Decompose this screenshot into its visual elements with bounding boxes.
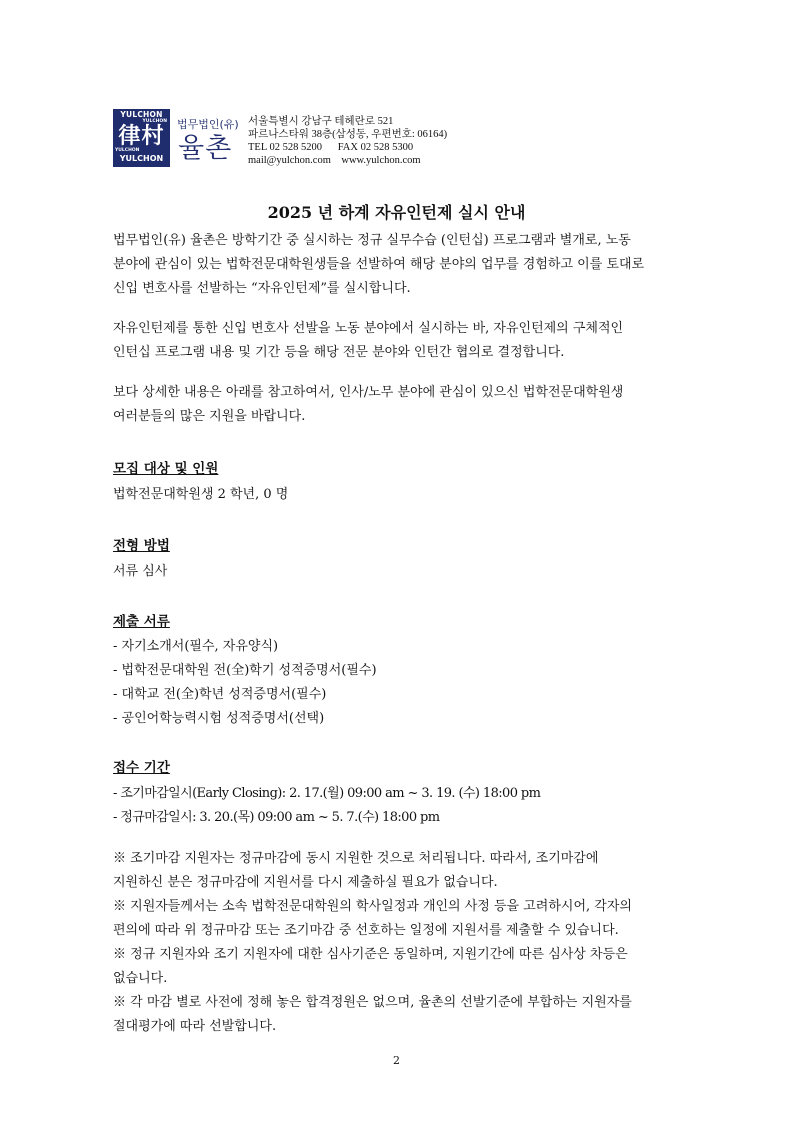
documents-item: - 자기소개서(필수, 자유양식) <box>113 639 279 654</box>
document-title: 2025 년 하계 자유인턴제 실시 안내 <box>267 203 526 222</box>
logo-small-bottom-text: YULCHON <box>115 148 140 153</box>
logo-bottom-text: YULCHON <box>119 154 164 163</box>
recruit-heading: 모집 대상 및 인원 <box>113 461 219 477</box>
address-line2: 파르나스타워 38층(삼성동, 우편번호: 06164) <box>248 129 448 140</box>
page-number: 2 <box>393 1054 400 1067</box>
note-line: ※ 각 마감 별로 사전에 정해 놓은 합격정원은 없으며, 율촌의 선발기준에 부합하는 지원자를 <box>113 995 632 1010</box>
logo-small-top-text: YULCHON <box>142 119 167 124</box>
note-line: 편의에 따라 위 정규마감 또는 조기마감 중 선호하는 일정에 지원서를 제출할 수 있습니다. <box>113 923 619 938</box>
method-body: 서류 심사 <box>113 564 168 579</box>
documents-heading: 제출 서류 <box>113 614 170 630</box>
documents-item: - 법학전문대학원 전(全)학기 성적증명서(필수) <box>113 663 377 678</box>
period-item: - 정규마감일시: 3. 20.(목) 09:00 am ~ 5. 7.(수) 18:00 pm <box>113 810 440 825</box>
note-line: ※ 조기마감 지원자는 정규마감에 동시 지원한 것으로 처리됩니다. 따라서, 조기마감에 <box>113 851 599 866</box>
logo-hanja: 律村 <box>118 123 165 149</box>
intro-p1-line1: 법무법인(유) 율촌은 방학기간 중 실시하는 정규 실무수습 (인턴십) 프로그램과 별개로, 노동 <box>113 233 631 248</box>
address-line1: 서울특별시 강남구 테헤란로 521 <box>248 116 394 127</box>
period-item: - 조기마감일시(Early Closing): 2. 17.(월) 09:00 am ~ 3. 19. (수) 18:00 pm <box>113 786 541 801</box>
intro-p3-line2: 여러분들의 많은 지원을 바랍니다. <box>113 409 306 424</box>
note-line: 지원하신 분은 정규마감에 지원서를 다시 제출하실 필요가 없습니다. <box>113 875 498 890</box>
note-line: ※ 지원자들께서는 소속 법학전문대학원의 학사일정과 개인의 사정 등을 고려하시어, 각자의 <box>113 899 632 914</box>
intro-p1-line2: 분야에 관심이 있는 법학전문대학원생들을 선발하여 해당 분야의 업무를 경험하고 이를 토대로 <box>113 257 645 272</box>
note-line: ※ 정규 지원자와 조기 지원자에 대한 심사기준은 동일하며, 지원기간에 따른 심사상 차등은 <box>113 947 628 962</box>
yulchon-logo <box>113 109 170 167</box>
intro-p2-line1: 자유인턴제를 통한 신입 변호사 선발을 노동 분야에서 실시하는 바, 자유인턴제의 구체적인 <box>113 321 624 336</box>
firm-type: 법무법인(유) <box>177 118 239 131</box>
note-line: 절대평가에 따라 선발합니다. <box>113 1019 277 1034</box>
logo-top-text: YULCHON <box>120 110 163 119</box>
method-heading: 전형 방법 <box>113 538 170 554</box>
documents-item: - 대학교 전(全)학년 성적증명서(필수) <box>113 687 327 702</box>
intro-p1-line3: 신입 변호사를 선발하는 “자유인턴제”를 실시합니다. <box>113 281 411 296</box>
firm-name: 율촌 <box>178 133 233 164</box>
documents-item: - 공인어학능력시험 성적증명서(선택) <box>113 711 325 726</box>
intro-p3-line1: 보다 상세한 내용은 아래를 참고하여서, 인사/노무 분야에 관심이 있으신 법학전문대학원생 <box>113 385 624 400</box>
recruit-body: 법학전문대학원생 2 학년, 0 명 <box>113 487 289 502</box>
period-heading: 접수 기간 <box>113 760 170 776</box>
tel-fax: TEL 02 528 5200 FAX 02 528 5300 <box>248 142 414 153</box>
intro-p2-line2: 인턴십 프로그램 내용 및 기간 등을 해당 전문 분야와 인턴간 협의로 결정합니다. <box>113 345 565 360</box>
contact-line: mail@yulchon.com www.yulchon.com <box>248 155 421 166</box>
note-line: 없습니다. <box>113 971 168 986</box>
